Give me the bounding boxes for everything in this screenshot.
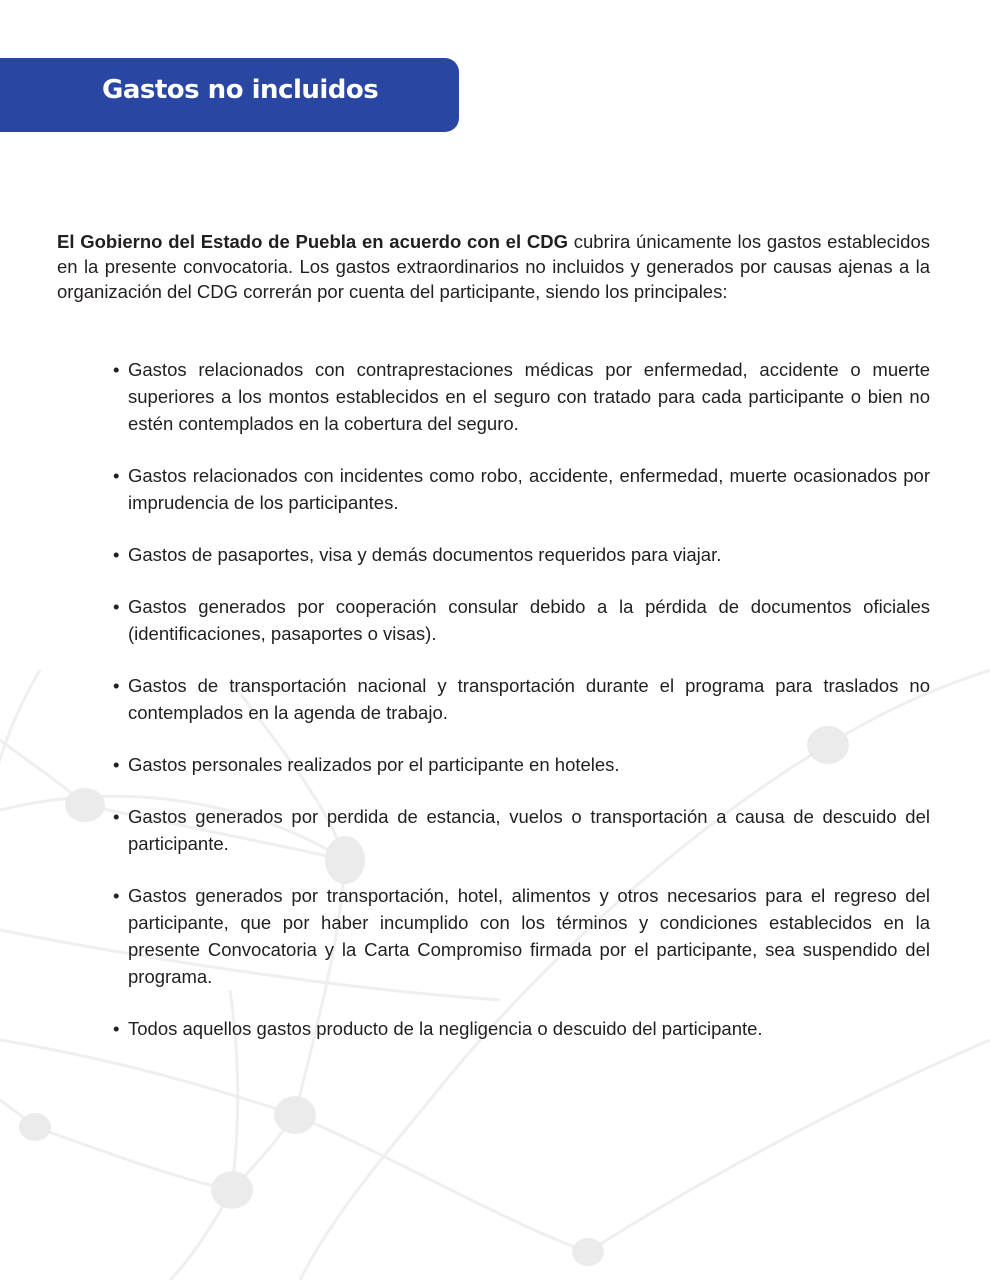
item-text: Gastos generados por perdida de estancia, vuelos o transportación a causa de descuido del participante. [128,806,930,854]
item-text: Gastos relacionados con incidentes como robo, accidente, enfermedad, muerte ocasionados por imprudencia de los participantes. [128,465,930,513]
list-item [113,882,930,990]
bullet-icon: • [113,544,120,565]
list-item [113,462,930,516]
list-item [113,356,930,437]
bullet-icon: • [113,596,120,617]
item-text: Gastos de pasaportes, visa y demás documentos requeridos para viajar. [128,544,722,565]
item-text: Gastos generados por cooperación consular debido a la pérdida de documentos oficiales (identificaciones, pasaportes o visas). [128,596,930,644]
list-item [113,1015,930,1042]
bullet-icon: • [113,806,120,827]
list-item [113,751,930,778]
list-item [113,541,930,568]
intro-bold: El Gobierno del Estado de Puebla en acuerdo con el CDG [57,231,568,252]
bullet-icon: • [113,754,120,775]
bullet-icon: • [113,359,120,380]
section-header [0,58,459,132]
bullet-icon: • [113,465,120,486]
item-text: Gastos generados por transportación, hotel, alimentos y otros necesarios para el regreso del participante, que por haber incumplido con los términos y condiciones establecidos en la presente Convocatoria y la Carta Compromiso firmada por el participante, sea suspendido del programa. [128,885,930,987]
list-item [113,593,930,647]
bullet-icon: • [113,885,120,906]
intro-paragraph [57,229,930,304]
item-text: Gastos de transportación nacional y transportación durante el programa para traslados no contemplados en la agenda de trabajo. [128,675,930,723]
bullet-icon: • [113,675,120,696]
item-text: Gastos relacionados con contraprestaciones médicas por enfermedad, accidente o muerte superiores a los montos establecidos en el seguro con tratado para cada participante o bien no estén contemplados en la cobertura del seguro. [128,359,930,434]
item-text: Gastos personales realizados por el participante en hoteles. [128,754,620,775]
section-title: Gastos no incluidos [102,75,379,105]
list-item [113,672,930,726]
excluded-expenses-list [113,356,930,1067]
list-item [113,803,930,857]
item-text: Todos aquellos gastos producto de la negligencia o descuido del participante. [128,1018,763,1039]
intro-text: cubrira únicamente los gastos establecidos en la presente convocatoria. Los gastos extraordinarios no incluidos y generados por causas ajenas a la organización del CDG correrán por cuenta del participante, siendo los principales: [57,231,930,302]
bullet-icon: • [113,1018,120,1039]
